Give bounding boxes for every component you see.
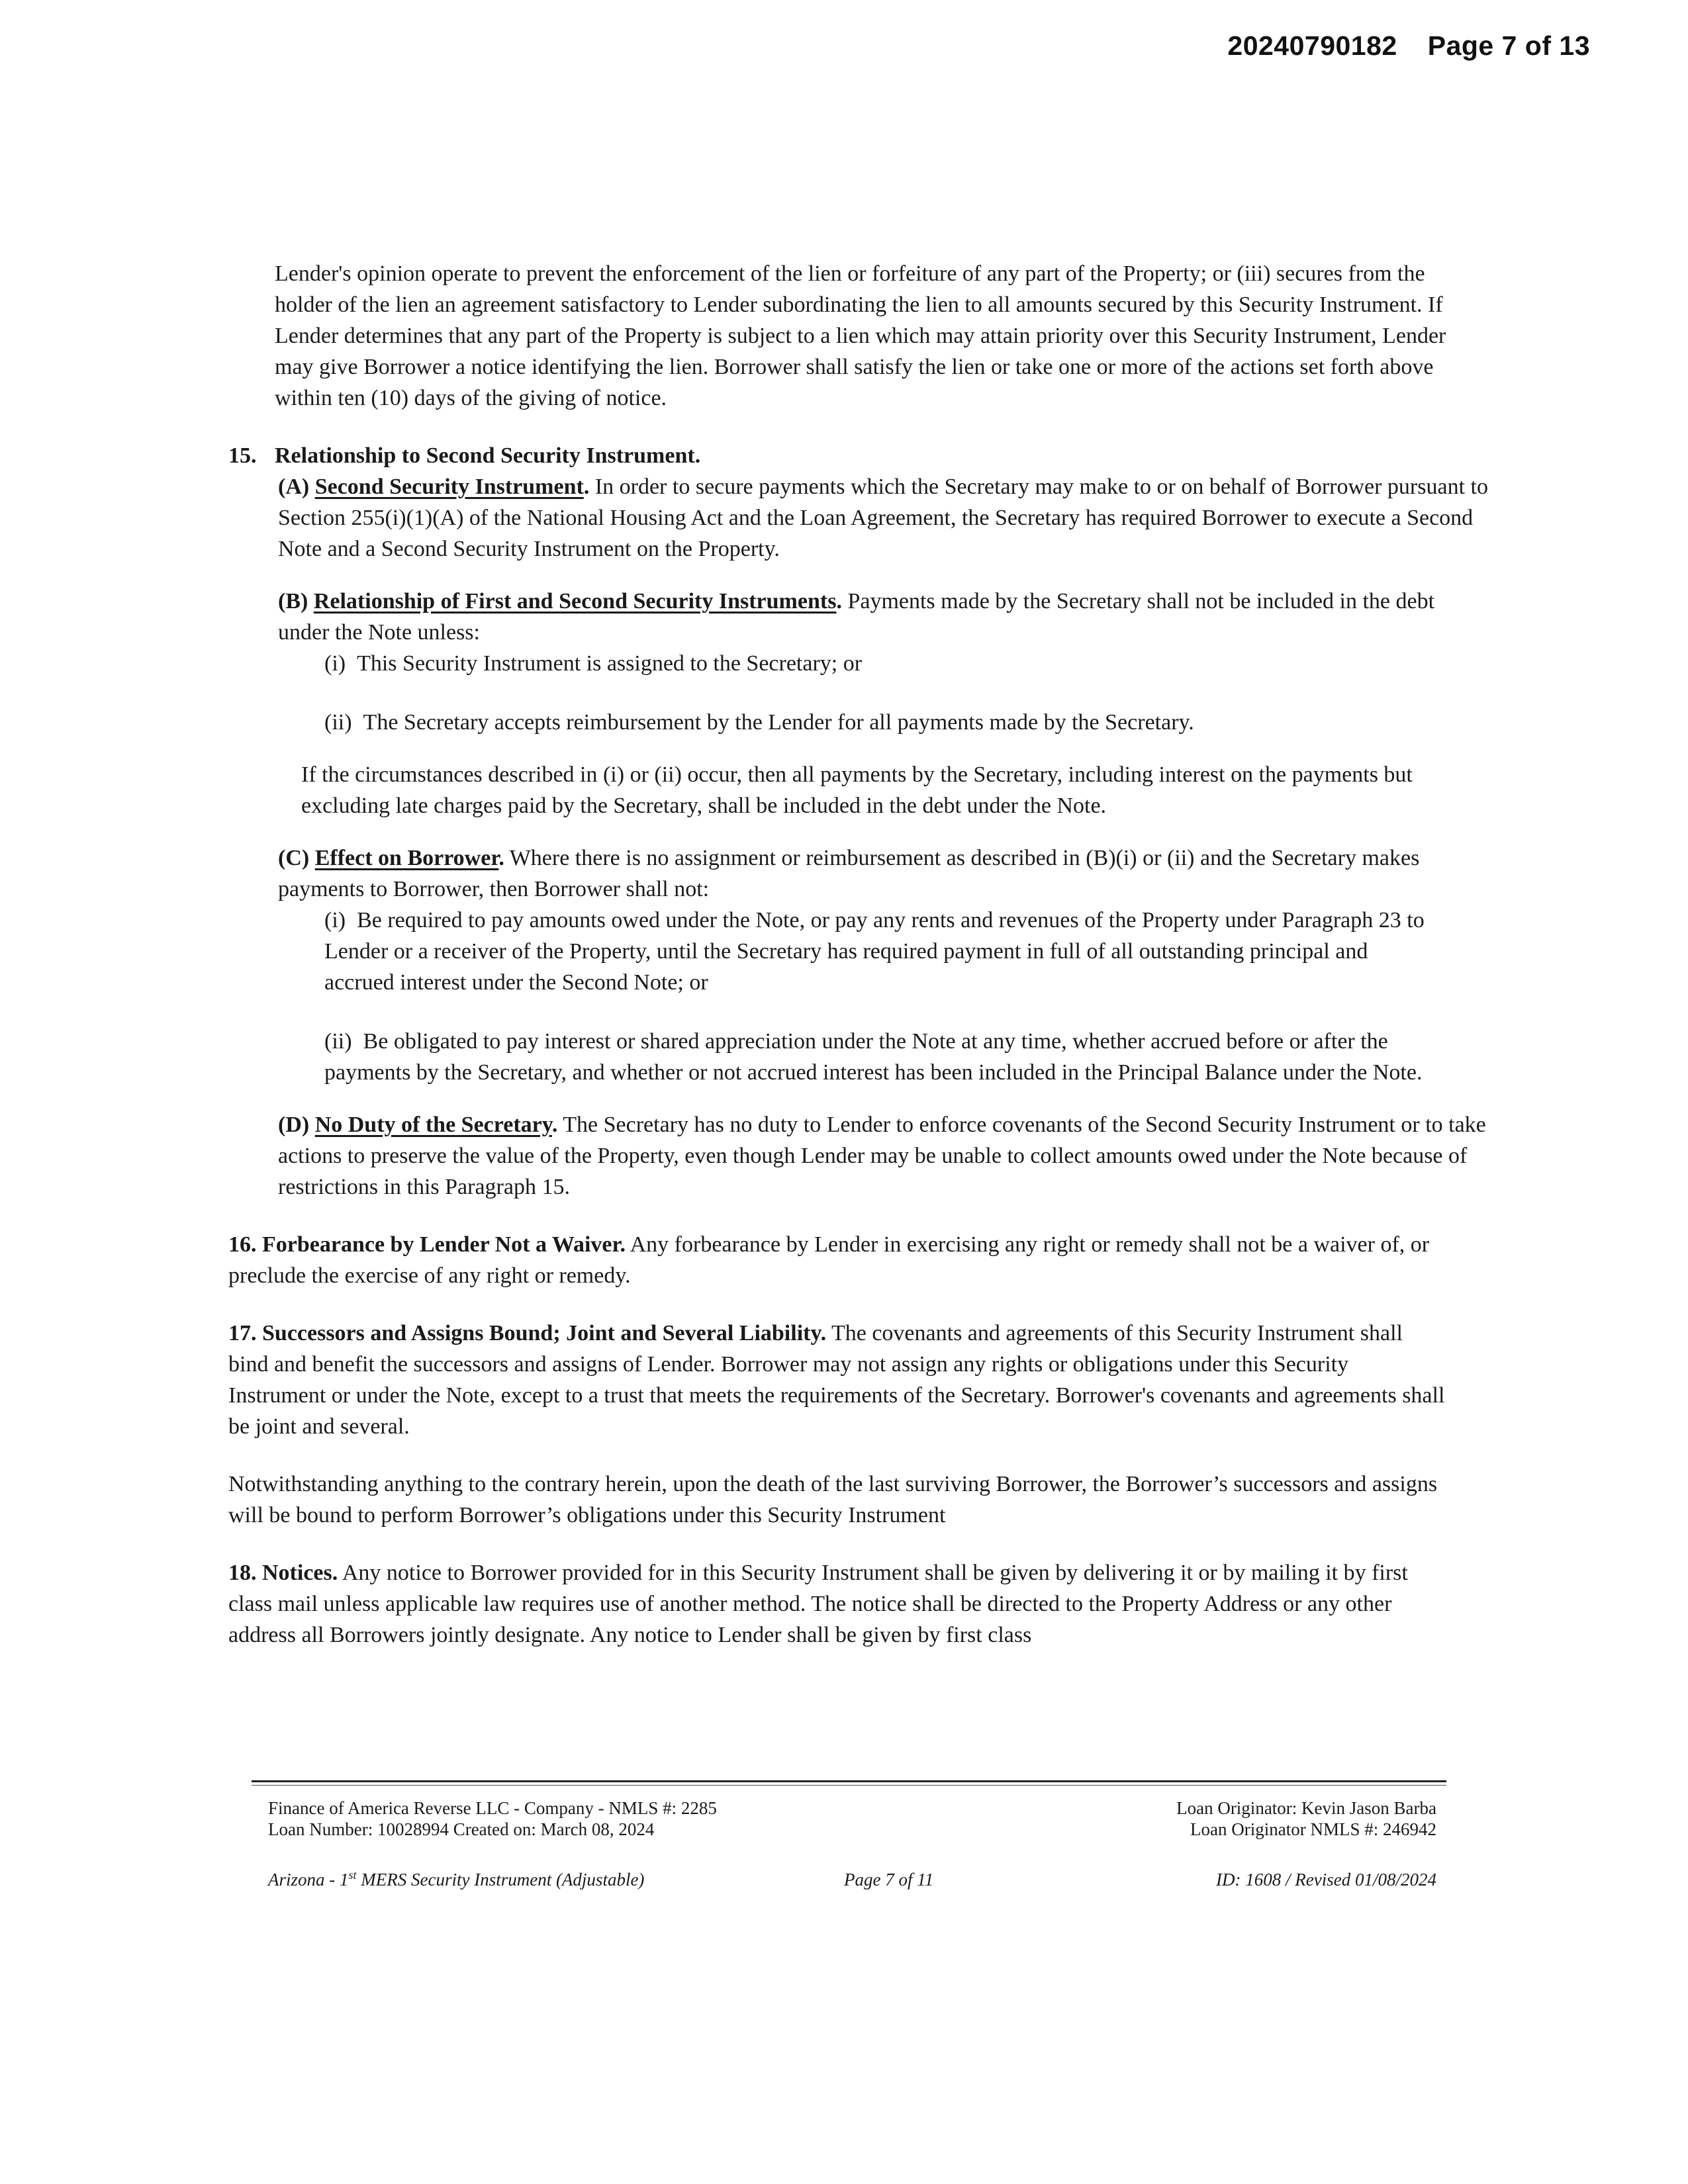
list-item [324,1026,1443,1088]
subsection-heading: Effect on Borrower [314,846,499,870]
subsection-text: Payments made by the Secretary shall not be included in the debt under the Note unless: [278,589,1435,645]
document-body [228,258,1488,1651]
section-17-paragraph-2: Notwithstanding anything to the contrary herein, upon the death of the last surviving Borrower, the Borrower’s successors and assigns will be bound to perform Borrower’s obligations under this Security Instrument [228,1472,1438,1527]
subsection-b-conclusion: If the circumstances described in (i) or (ii) occur, then all payments by the Secretary, including interest on the payments but excluding late charges paid by the Secretary, shall be included in the debt under the Note. [301,762,1413,818]
subsection-a: (A) Second Security Instrument. In order to secure payments which the Secretary may make to or on behalf of Borrower pursuant to Section 255(i)(1)(A) of the National Housing Act and the Loan Agreement, the Secretary has required Borrower to execute a Second Note and a Second Security Instrument on the Property. [278,475,1488,561]
subsection-heading: Second Security Instrument [314,475,584,499]
footer-form-name [268,1869,644,1890]
list-item-number: (ii) [324,1029,352,1054]
section-title: Relationship to Second Security Instrument. [275,443,701,468]
recording-number: 20240790182 [1227,30,1397,61]
footer-originator-info [1176,1797,1436,1840]
list-item [324,707,1443,738]
section-title: Notices. [262,1561,338,1585]
section-number: 15. [228,443,257,468]
form-name-prefix: Arizona - 1 [268,1870,349,1889]
section-number: 16. [228,1232,257,1257]
subsection-heading: No Duty of the Secretary [314,1113,552,1137]
form-name-superscript: st [348,1868,357,1882]
list-item-number: (i) [324,651,346,676]
list-item [324,905,1443,998]
footer-divider-thin [252,1785,1446,1786]
footer-originator: Loan Originator: Kevin Jason Barba [1176,1798,1436,1818]
subsection-heading: Relationship of First and Second Security Instruments [313,589,837,614]
subsection-text: The Secretary has no duty to Lender to enforce covenants of the Second Security Instrument or to take actions to preserve the value of the Property, even though Lender may be unable to collect amounts owed under the Note because of restrictions in this Paragraph 15. [278,1113,1486,1199]
footer-form-id: ID: 1608 / Revised 01/08/2024 [1216,1870,1436,1889]
subsection-label: (D) [278,1113,310,1137]
list-item-number: (i) [324,908,346,933]
footer-page-number: Page 7 of 11 [844,1870,934,1889]
subsection-label: (B) [278,589,308,614]
footer-company: Finance of America Reverse LLC - Company - NMLS #: 2285 [268,1798,717,1818]
section-text: Any forbearance by Lender in exercising any right or remedy shall not be a waiver of, or preclude the exercise of any right or remedy. [228,1232,1430,1288]
list-item-number: (ii) [324,710,352,735]
section-18 [228,1557,1446,1651]
recording-stamp [1227,30,1590,62]
footer-company-info [268,1797,717,1840]
section-17 [228,1318,1446,1442]
section-title: Forbearance by Lender Not a Waiver. [262,1232,626,1257]
section-text: The covenants and agreements of this Security Instrument shall bind and benefit the successors and assigns of Lender. Borrower may not assign any rights or obligations under this Security Instrument or under the Note, except to a trust that meets the requirements of the Secretary. Borrower's covenants and agreements shall be joint and several. [228,1321,1445,1439]
subsection-text: Where there is no assignment or reimbursement as described in (B)(i) or (ii) and the Secretary makes payments to Borrower, then Borrower shall not: [278,846,1420,901]
list-item-text: Be obligated to pay interest or shared appreciation under the Note at any time, whether accrued before or after the payments by the Secretary, and whether or not accrued interest has been included in the Principal Balance under the Note. [324,1029,1423,1085]
list-item-text: The Secretary accepts reimbursement by the Lender for all payments made by the Secretary. [363,710,1194,735]
subsection-b: (B) Relationship of First and Second Security Instruments. Payments made by the Secretary shall not be included in the debt under the Note unless: [278,589,1435,645]
footer-loan-number: Loan Number: 10028994 Created on: March 08, 2024 [268,1819,655,1839]
recording-page: Page 7 of 13 [1427,30,1590,61]
continuation-paragraph: Lender's opinion operate to prevent the enforcement of the lien or forfeiture of any part of the Property; or (iii) secures from the holder of the lien an agreement satisfactory to Lender subordinating the lien to all amounts secured by this Security Instrument. If Lender determines that any part of the Property is subject to a lien which may attain priority over this Security Instrument, Lender may give Borrower a notice identifying the lien. Borrower shall satisfy the lien or take one or more of the actions set forth above within ten (10) days of the giving of notice. [275,261,1446,410]
footer-originator-nmls: Loan Originator NMLS #: 246942 [1190,1819,1436,1839]
section-text: Any notice to Borrower provided for in this Security Instrument shall be given by delivering it or by mailing it by first class mail unless applicable law requires use of another method. The notice shall be directed to the Property Address or any other address all Borrowers jointly designate. Any notice to Lender shall be given by first class [228,1561,1408,1647]
subsection-d: (D) No Duty of the Secretary. The Secretary has no duty to Lender to enforce covenants of the Second Security Instrument or to take actions to preserve the value of the Property, even though Lender may be unable to collect amounts owed under the Note because of restrictions in this Paragraph 15. [278,1113,1486,1199]
subsection-label: (C) [278,846,310,870]
section-15 [228,440,1488,1203]
list-item-text: This Security Instrument is assigned to the Secretary; or [357,651,863,676]
list-item [324,648,1443,679]
section-16 [228,1229,1446,1291]
form-name-suffix: MERS Security Instrument (Adjustable) [356,1870,645,1889]
footer-divider [252,1780,1446,1782]
subsection-c: (C) Effect on Borrower. Where there is no assignment or reimbursement as described in (B)(i) or (ii) and the Secretary makes payments to Borrower, then Borrower shall not: [278,846,1420,901]
subsection-label: (A) [278,475,310,499]
section-number: 17. [228,1321,257,1345]
section-number: 18. [228,1561,257,1585]
list-item-text: Be required to pay amounts owed under the Note, or pay any rents and revenues of the Property under Paragraph 23 to Lender or a receiver of the Property, until the Secretary has required payment in full of all outstanding principal and accrued interest under the Second Note; or [324,908,1425,995]
section-title: Successors and Assigns Bound; Joint and Several Liability. [262,1321,827,1345]
subsection-text: In order to secure payments which the Secretary may make to or on behalf of Borrower pursuant to Section 255(i)(1)(A) of the National Housing Act and the Loan Agreement, the Secretary has required Borrower to execute a Second Note and a Second Security Instrument on the Property. [278,475,1488,561]
